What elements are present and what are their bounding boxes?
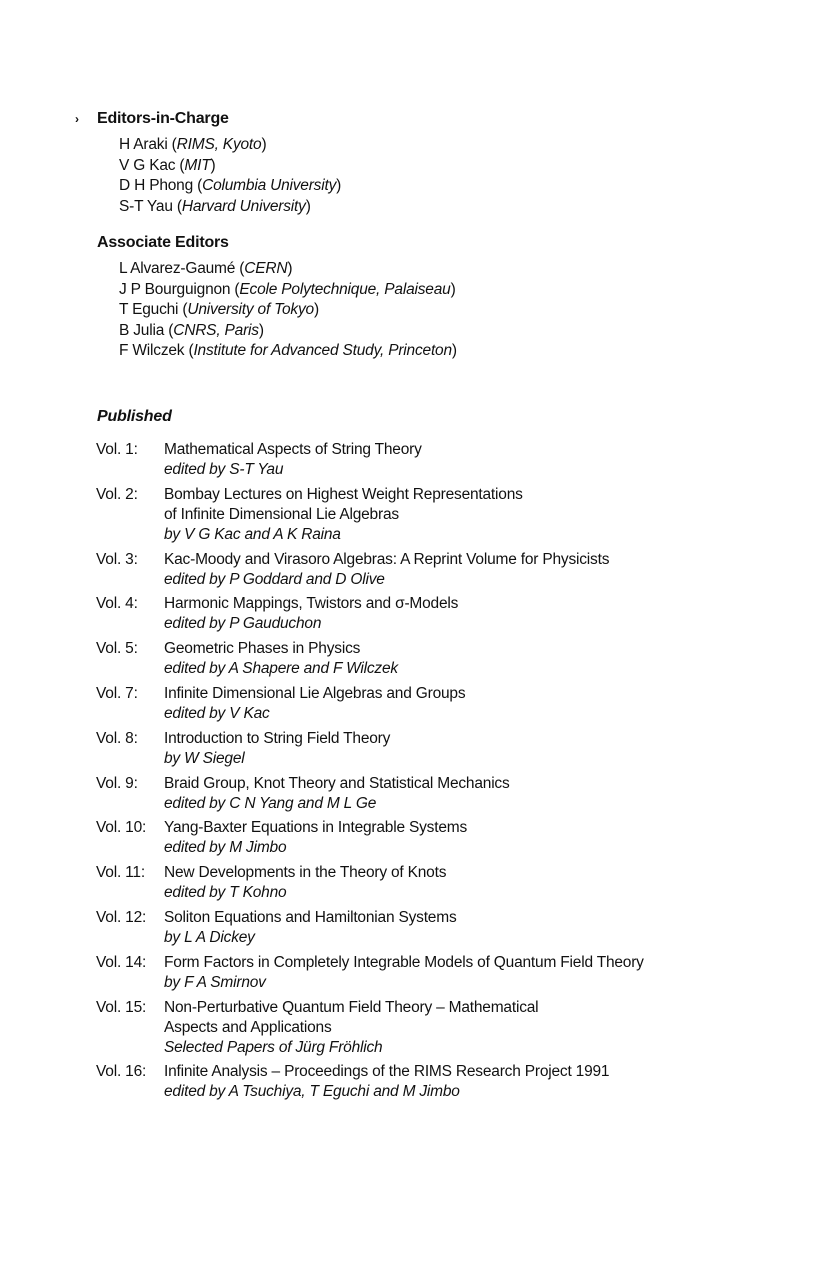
editor-affiliation: RIMS, Kyoto [176,136,262,153]
editor-name: J P Bourguignon [119,280,231,298]
editor-name: B Julia [119,321,165,339]
volume-entry [96,818,796,858]
volume-entry [96,729,796,769]
editor-affiliation: Ecole Polytechnique, Palaiseau [239,280,451,298]
volume-title-line: Braid Group, Knot Theory and Statistical Mechanics [164,774,510,792]
associate-editors-heading: Associate Editors [97,234,229,251]
volume-editor: Selected Papers of Jürg Fröhlich [164,1038,383,1056]
volume-details [164,818,796,858]
volume-editor: edited by A Shapere and F Wilczek [164,660,398,678]
volume-details [164,594,796,634]
volume-number: Vol. 16: [96,1063,147,1081]
volume-number: Vol. 4: [96,595,138,613]
volume-details [164,639,796,679]
volume-title-line: Kac-Moody and Virasoro Algebras: A Reprint Volume for Physicists [164,550,610,568]
volume-entry [96,953,796,993]
volume-number: Vol. 2: [96,485,138,503]
editor-row: D H Phong (Columbia University) [119,177,342,194]
volume-entry [96,550,796,590]
volume-entry [96,485,796,545]
volume-title-line: Infinite Dimensional Lie Algebras and Groups [164,684,466,702]
volume-number: Vol. 5: [96,640,138,658]
editor-affiliation: University of Tokyo [187,301,314,318]
associate-editors-list [119,259,457,362]
editor-affiliation: CNRS, Paris [173,321,259,339]
volume-editor: edited by P Gauduchon [164,615,322,633]
volume-title-line: Non-Perturbative Quantum Field Theory – Mathematical [164,998,539,1016]
editor-row: F Wilczek (Institute for Advanced Study, Princeton) [119,342,457,359]
editors-in-charge-heading: Editors-in-Charge [97,110,229,127]
volume-editor: by W Siegel [164,749,245,767]
editors-in-charge-list [119,135,341,217]
volume-editor: edited by A Tsuchiya, T Eguchi and M Jimbo [164,1083,460,1101]
volume-details [164,863,796,903]
volume-editor: edited by S-T Yau [164,461,284,478]
volume-title-line: Soliton Equations and Hamiltonian Systems [164,908,457,926]
volume-entry [96,594,796,634]
volume-details [164,440,796,480]
volume-entry [96,774,796,814]
volume-title-line: Infinite Analysis – Proceedings of the RIMS Research Project 1991 [164,1063,610,1081]
volume-number: Vol. 10: [96,819,147,837]
editor-name: T Eguchi [119,301,179,318]
volume-title-line: Aspects and Applications [164,1018,332,1036]
volume-title-line: Geometric Phases in Physics [164,640,361,658]
volume-entry [96,863,796,903]
volume-editor: edited by M Jimbo [164,839,287,857]
volume-entry [96,684,796,724]
volume-details [164,774,796,814]
volume-number: Vol. 7: [96,684,138,702]
volume-title-line: Form Factors in Completely Integrable Models of Quantum Field Theory [164,953,644,971]
volume-number: Vol. 3: [96,550,138,568]
volume-details [164,485,796,545]
volume-editor: by F A Smirnov [164,973,266,991]
editor-name: S-T Yau [119,197,173,215]
editor-row: V G Kac (MIT) [119,156,216,174]
volume-number: Vol. 9: [96,774,138,792]
volume-entry [96,908,796,948]
volume-title-line: Bombay Lectures on Highest Weight Representations [164,485,523,503]
volume-number: Vol. 1: [96,441,138,458]
volume-details [164,550,796,590]
volume-editor: by V G Kac and A K Raina [164,525,341,543]
volume-details [164,908,796,948]
volume-number: Vol. 14: [96,953,147,971]
volume-title-line: of Infinite Dimensional Lie Algebras [164,505,399,523]
volume-title-line: Mathematical Aspects of String Theory [164,441,422,458]
volume-editor: edited by T Kohno [164,884,287,902]
volume-number: Vol. 12: [96,908,147,926]
volume-details [164,953,796,993]
volume-number: Vol. 8: [96,729,138,747]
volume-details [164,729,796,769]
published-volume-list [96,440,796,1107]
volume-title-line: New Developments in the Theory of Knots [164,864,447,882]
volume-editor: edited by C N Yang and M L Ge [164,794,377,812]
volume-editor: by L A Dickey [164,928,255,946]
editor-row: L Alvarez-Gaumé (CERN) [119,260,293,277]
editor-name: D H Phong [119,177,194,194]
volume-editor: edited by V Kac [164,704,270,722]
editor-affiliation: Institute for Advanced Study, Princeton [193,342,452,359]
volume-editor: edited by P Goddard and D Olive [164,570,385,588]
editor-row: J P Bourguignon (Ecole Polytechnique, Palaiseau) [119,280,456,298]
volume-entry [96,639,796,679]
editor-name: V G Kac [119,156,176,174]
editor-row: T Eguchi (University of Tokyo) [119,301,319,318]
volume-title-line: Yang-Baxter Equations in Integrable Systems [164,819,468,837]
volume-entry [96,1062,796,1102]
volume-title-line: Introduction to String Field Theory [164,729,391,747]
editor-affiliation: Columbia University [202,177,337,194]
editor-name: H Araki [119,136,168,153]
editor-row: B Julia (CNRS, Paris) [119,321,264,339]
volume-entry [96,440,796,480]
volume-details [164,998,796,1058]
volume-entry [96,998,796,1058]
volume-title-line: Harmonic Mappings, Twistors and σ-Models [164,595,459,613]
bullet-mark: › [75,112,79,126]
volume-number: Vol. 11: [96,864,145,882]
volume-details [164,1062,796,1102]
editor-affiliation: MIT [184,156,211,174]
volume-details [164,684,796,724]
editor-row: H Araki (RIMS, Kyoto) [119,136,267,153]
editor-row: S-T Yau (Harvard University) [119,197,311,215]
editor-name: L Alvarez-Gaumé [119,260,236,277]
editor-affiliation: Harvard University [181,197,306,215]
editor-name: F Wilczek [119,342,185,359]
published-heading: Published [97,408,172,425]
editor-affiliation: CERN [244,260,288,277]
volume-number: Vol. 15: [96,998,147,1016]
